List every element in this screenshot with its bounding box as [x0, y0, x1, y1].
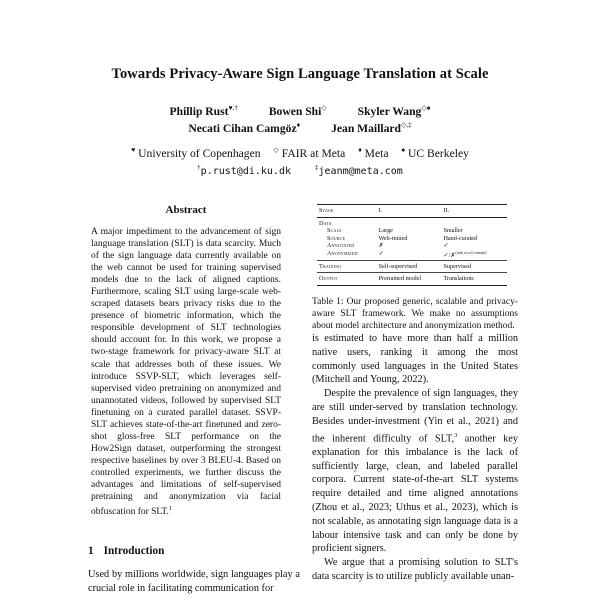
table-row: Source Web-mined Hand-curated [327, 234, 478, 242]
abstract-body: A major impediment to the advancement of sign language translation (SLT) is data scarcity. Much of the sign language data currently available on the web cannot be used for training supervised models due to the lack of aligned captions. Furthermore, scaling SLT using large-scale web-scraped datasets bears privacy risks due to the presence of biometric information, which the responsible development of SLT technologies should account for. In this work, we propose a two-stage framework for privacy-aware SLT at scale that addresses both of these issues. We introduce SSVP-SLT, which leverages self-supervised video pretraining on anonymized and unannotated videos, followed by supervised SLT finetuning on a curated parallel dataset. SSVP-SLT achieves state-of-the-art finetuned and zero-shot gloss-free SLT performance on the How2Sign dataset, outperforming the strongest respective baselines by over 3 BLEU-4. Based on controlled experiments, we further discuss the advantages and limitations of self-supervised pretraining and anonymization via facial obfuscation for SLT.$^1$ [91, 227, 281, 518]
table-caption: Table 1: Our proposed generic, scalable and privacy-aware SLT framework. We make no assumptions about model architecture and anonymization method. [312, 297, 518, 332]
affiliations [0, 146, 600, 160]
affiliation: ♦ Meta [358, 146, 389, 160]
table-row: Training Self-supervised Supervised [317, 260, 507, 273]
paper-title: Towards Privacy-Aware Sign Language Translation at Scale [111, 66, 489, 82]
author: Jean Maillard◇,‡ [331, 121, 412, 135]
table-row: Output Pretrained model Translations [317, 273, 507, 286]
abstract-section [88, 204, 284, 518]
authors-line-1 [0, 104, 600, 118]
author: Skyler Wang◇♠ [357, 104, 431, 118]
table-1 [312, 204, 514, 286]
body-text-right [312, 332, 518, 584]
intro-paragraph: Used by millions worldwide, sign languages play a crucial role in facilitating communication for [88, 569, 300, 594]
table-header-row: Stage I. II. [317, 205, 507, 218]
author: Necati Cihan Camgöz♦ [188, 121, 301, 135]
affiliation: ♠ UC Berkeley [401, 146, 469, 160]
author-emails [0, 164, 600, 177]
footnote-mark: 1 [168, 506, 172, 513]
table-row: Data [319, 219, 332, 227]
authors-line-2 [0, 121, 600, 135]
author: Phillip Rust♥,† [169, 104, 238, 118]
abstract-heading: Abstract [165, 204, 207, 216]
affiliation: ◇ FAIR at Meta [273, 146, 346, 160]
affiliation: ♥ University of Copenhagen [131, 146, 261, 160]
email: †p.rust@di.ku.dk [197, 164, 291, 178]
paragraph: We argue that a promising solution to SLT's data scarcity is to utilize publicly available unan- [312, 557, 518, 582]
author: Bowen Shi◇ [268, 104, 327, 118]
table-row: Anonymized ✓ ✓/✗$^{(with or w/o consent)}$ [327, 249, 487, 260]
paragraph: is estimated to have more than half a million native users, ranking it among the most commonly used languages in the United States (Mitchell and Young, 2022). [312, 333, 518, 386]
footnote-mark: 3 [454, 431, 458, 439]
table-row: Scale Large Smaller [327, 227, 463, 235]
table-row: Annotated ✗ ✓ [327, 242, 449, 250]
section-heading: 1 Introduction [88, 545, 165, 557]
email: ‡jeanm@meta.com [315, 164, 403, 178]
paragraph: Despite the prevalence of sign languages, they are still under-served by translation technology. Besides under-investment (Yin et al., 2021) and the inherent difficulty of SLT,$^3$ another key explanation for this imbalance is the lack of sufficiently large, clean, and labeled parallel corpora. Current state-of-the-art SLT systems require detailed and time aligned annotations (Zhou et al., 2023; Uthus et al., 2023), which is not scalable, as annotating sign language data is a labour intensive task and can only be done by proficient signers. [312, 388, 518, 555]
